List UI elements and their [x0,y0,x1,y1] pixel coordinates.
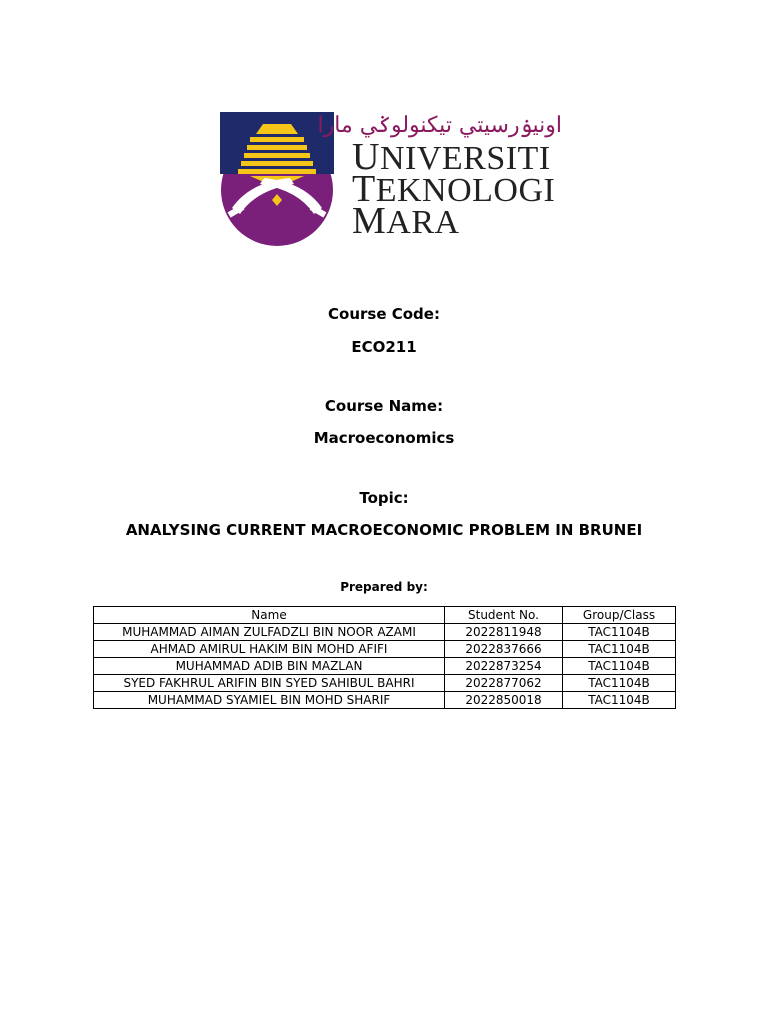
table-row [94,624,676,641]
member-student-no: 2022811948 [445,624,563,641]
member-student-no: 2022877062 [445,675,563,692]
member-group: TAC1104B [563,624,676,641]
course-name-value: Macroeconomics [313,429,455,447]
course-code-value: ECO211 [351,338,417,356]
member-group: TAC1104B [563,658,676,675]
logo-line-universiti: UNIVERSITI [352,136,551,178]
member-group: TAC1104B [563,692,676,709]
prepared-by-label: Prepared by: [340,580,428,594]
logo-wordmark [317,110,562,242]
member-name: MUHAMMAD ADIB BIN MAZLAN [94,658,445,675]
course-code-label: Course Code: [328,305,440,323]
header-name: Name [94,607,445,624]
members-table [93,606,676,709]
member-group: TAC1104B [563,641,676,658]
university-logo [220,110,560,250]
member-name: SYED FAKHRUL ARIFIN BIN SYED SAHIBUL BAHRI [94,675,445,692]
table-row [94,658,676,675]
course-name-label: Course Name: [324,397,444,415]
topic-label: Topic: [359,489,409,507]
logo-line-teknologi: TEKNOLOGI [352,168,556,210]
table-row [94,641,676,658]
member-name: MUHAMMAD AIMAN ZULFADZLI BIN NOOR AZAMI [94,624,445,641]
table-row [94,692,676,709]
logo-line-mara: MARA [352,200,460,242]
member-student-no: 2022837666 [445,641,563,658]
uitm-crest-icon [220,112,334,246]
header-group-class: Group/Class [563,607,676,624]
member-name: AHMAD AMIRUL HAKIM BIN MOHD AFIFI [94,641,445,658]
member-student-no: 2022873254 [445,658,563,675]
member-group: TAC1104B [563,675,676,692]
member-student-no: 2022850018 [445,692,563,709]
member-name: MUHAMMAD SYAMIEL BIN MOHD SHARIF [94,692,445,709]
logo-jawi-text: اونيۏرسيتي تيكنولوݢي مارا [317,113,562,138]
header-student-no: Student No. [445,607,563,624]
topic-value: ANALYSING CURRENT MACROECONOMIC PROBLEM IN BRUNEI [125,521,643,539]
table-header-row [94,607,676,624]
table-row [94,675,676,692]
